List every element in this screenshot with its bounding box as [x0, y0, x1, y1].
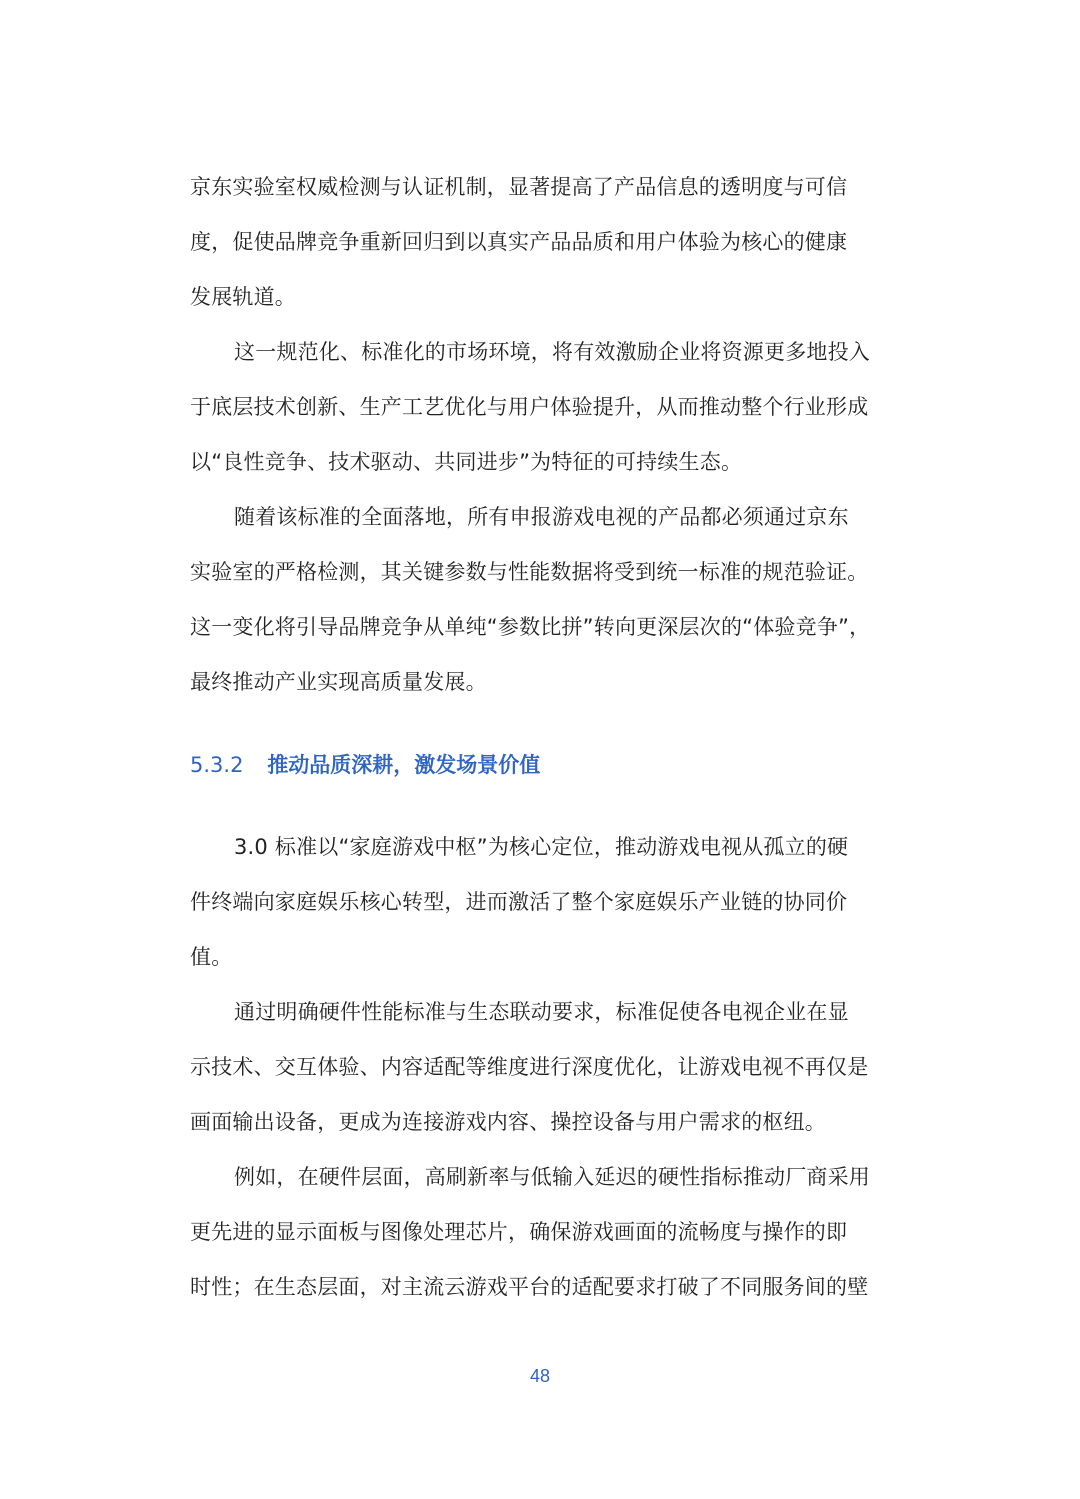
paragraph-3-line-2: 实验室的严格检测，其关键参数与性能数据将受到统一标准的规范验证。	[190, 560, 869, 584]
paragraph-1-line-3: 发展轨道。	[190, 285, 296, 309]
paragraph-5-line-1: 通过明确硬件性能标准与生态联动要求，标准促使各电视企业在显	[234, 1000, 849, 1024]
paragraph-6-line-3: 时性；在生态层面，对主流云游戏平台的适配要求打破了不同服务间的壁	[190, 1275, 869, 1299]
paragraph-2-line-3: 以“良性竞争、技术驱动、共同进步”为特征的可持续生态。	[190, 450, 743, 474]
section-number: 5.3.2	[190, 753, 244, 777]
paragraph-1-line-1: 京东实验室权威检测与认证机制，显著提高了产品信息的透明度与可信	[190, 175, 848, 199]
paragraph-5-line-2: 示技术、交互体验、内容适配等维度进行深度优化，让游戏电视不再仅是	[190, 1055, 869, 1079]
paragraph-4-line-2: 件终端向家庭娱乐核心转型，进而激活了整个家庭娱乐产业链的协同价	[190, 890, 848, 914]
paragraph-3-line-3: 这一变化将引导品牌竞争从单纯“参数比拼”转向更深层次的“体验竞争”，	[190, 615, 871, 639]
paragraph-1-line-2: 度，促使品牌竞争重新回归到以真实产品品质和用户体验为核心的健康	[190, 230, 848, 254]
paragraph-6-line-1: 例如，在硬件层面，高刷新率与低输入延迟的硬性指标推动厂商采用	[234, 1165, 870, 1189]
paragraph-2-line-1: 这一规范化、标准化的市场环境，将有效激励企业将资源更多地投入	[234, 340, 870, 364]
paragraph-5-line-3: 画面输出设备，更成为连接游戏内容、操控设备与用户需求的枢纽。	[190, 1110, 826, 1134]
paragraph-3-line-4: 最终推动产业实现高质量发展。	[190, 670, 487, 694]
paragraph-3-line-1: 随着该标准的全面落地，所有申报游戏电视的产品都必须通过京东	[234, 505, 849, 529]
section-heading	[190, 750, 910, 780]
paragraph-2-line-2: 于底层技术创新、生产工艺优化与用户体验提升，从而推动整个行业形成	[190, 395, 869, 419]
section-title: 推动品质深耕，激发场景价值	[267, 753, 541, 777]
paragraph-4-line-3: 值。	[190, 945, 233, 969]
paragraph-6-line-2: 更先进的显示面板与图像处理芯片，确保游戏画面的流畅度与操作的即	[190, 1220, 848, 1244]
paragraph-4-line-1: 3.0 标准以“家庭游戏中枢”为核心定位，推动游戏电视从孤立的硬	[234, 835, 849, 859]
page-number: 48	[529, 1366, 551, 1386]
